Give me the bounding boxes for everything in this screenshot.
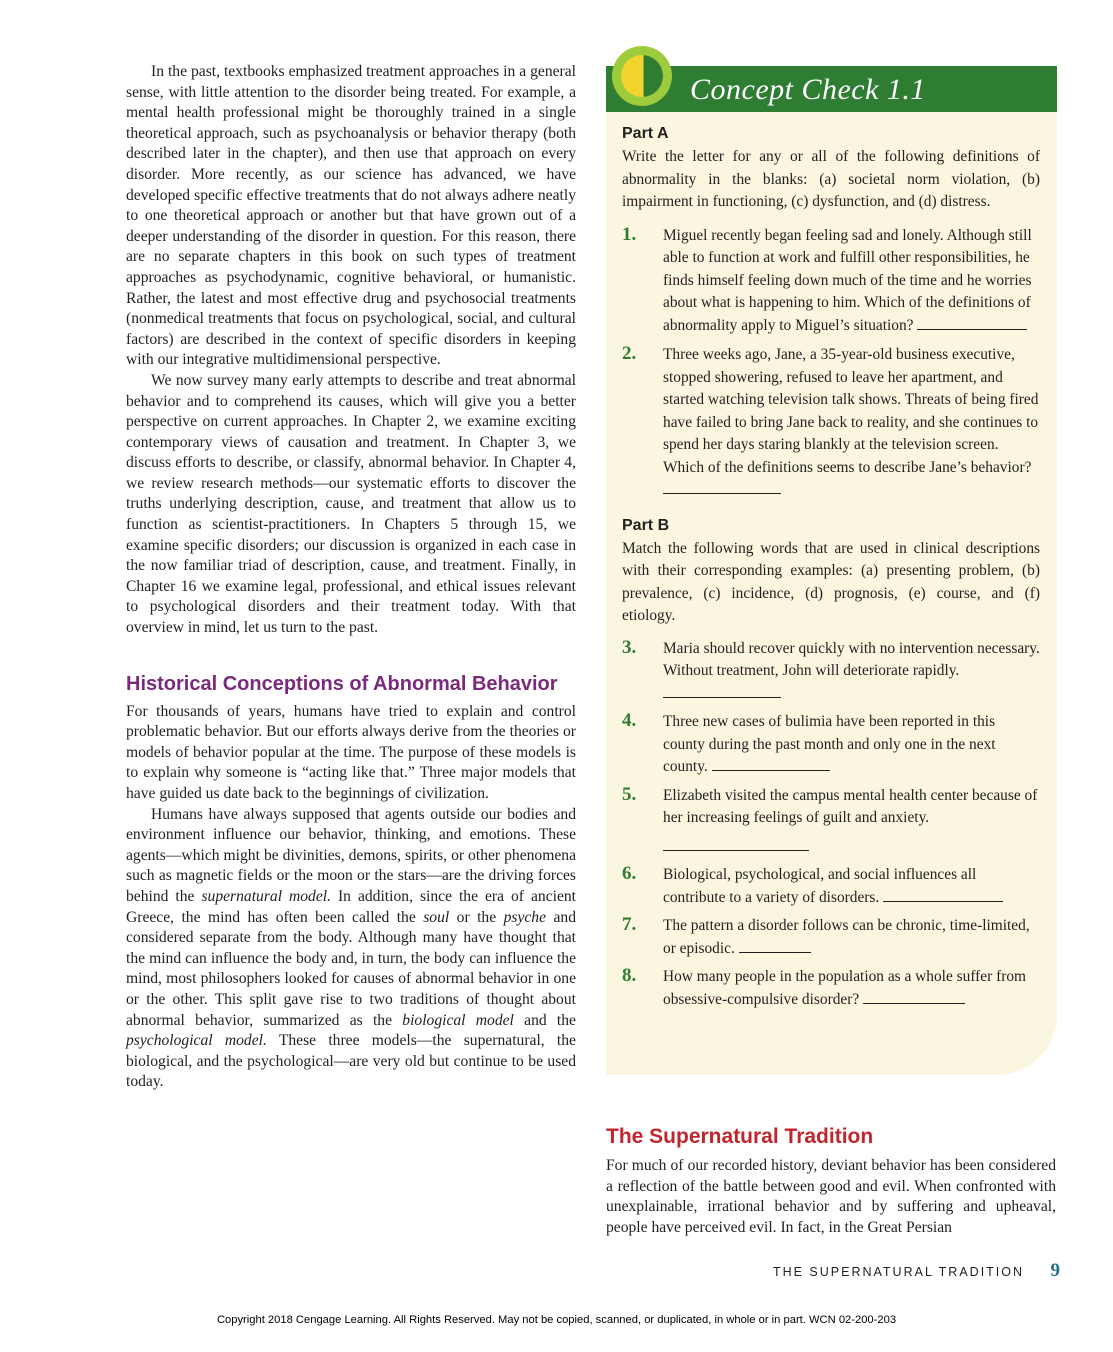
paragraph-supernatural-model: Humans have always supposed that agents outside our bodies and environment influence our behavior, thinking, and emotions. These agents—which might be divinities, demons, spirits, or other phenomena such as magnetic fields or the moon or the stars—are the driving forces behind the supernatural model. In addition, since the era of ancient Greece, the mind has often been called the soul or the psyche and considered separate from the body. Although many have thought that the mind can influence the body and, in turn, the body can influence the mind, most philosophers looked for causes of abnormal behavior in one or the other. This split gave rise to two traditions of thought about abnormal behavior, summarized as the biological model and the psychological model. These three models—the supernatural, the biological, and the psychological—are very old but continue to be used today. [126, 805, 576, 1091]
question-item [622, 711, 1040, 779]
answer-blank[interactable] [739, 938, 811, 953]
question-text: Maria should recover quickly with no intervention necessary. Without treatment, John will deteriorate rapidly. [663, 639, 1040, 679]
question-number: 3. [622, 636, 637, 658]
question-item [622, 225, 1040, 338]
question-text: Three new cases of bulimia have been reported in this county during the past month and only one in the next county. [663, 713, 996, 775]
paragraph-intro: In the past, textbooks emphasized treatment approaches in a general sense, with little attention to the disorder being treated. For example, a mental health professional might be thoroughly trained in a single theoretical approach, such as psychoanalysis or behavior therapy (both described later in the chapter), and then use that approach on every disorder. More recently, as our science has advanced, we have developed specific effective treatments that do not always adhere neatly to one theoretical approach or another but that have grown out of a deeper understanding of the disorder in question. For this reason, there are no separate chapters in this book on such types of treatment approaches as psychodynamic, cognitive behavioral, or humanistic. Rather, the latest and most effective drug and psychosocial treatments (nonmedical treatments that focus on psychological, social, and cultural factors) are described in the context of specific disorders in keeping with our integrative multidimensional perspective. [126, 63, 576, 369]
question-number: 7. [622, 914, 637, 935]
running-head-title: THE SUPERNATURAL TRADITION [772, 1265, 1025, 1279]
question-item [622, 915, 1040, 960]
answer-blank[interactable] [663, 836, 809, 851]
question-number: 8. [622, 965, 637, 986]
paragraph-supernatural: For much of our recorded history, deviant behavior has been considered a reflection of the battle between good and evil. When confronted with unexplainable, irrational behavior and by suffering and upheaval, people have perceived evil. In fact, in the Great Persian [606, 1157, 1056, 1236]
half-circle-logo-icon [611, 45, 673, 107]
answer-blank[interactable] [712, 756, 830, 771]
question-number: 6. [622, 863, 637, 884]
concept-check-content [622, 124, 1040, 1011]
question-item [622, 966, 1040, 1011]
question-item [622, 638, 1040, 706]
question-text: The pattern a disorder follows can be chronic, time-limited, or episodic. [663, 917, 1030, 957]
left-column [126, 62, 576, 1093]
question-text: Three weeks ago, Jane, a 35-year-old business executive, stopped showering, refused to leave her apartment, and started watching television talk shows. Threats of being fired have failed to bring Jane back to reality, and she continues to spend her days staring blankly at the television screen. Which of the definitions seems to describe Jane’s behavior? [663, 346, 1039, 476]
question-item [622, 785, 1040, 859]
section-heading-historical: Historical Conceptions of Abnormal Behavior [126, 672, 558, 695]
concept-check-title: Concept Check 1.1 [690, 73, 926, 106]
question-number: 1. [622, 223, 637, 245]
answer-blank[interactable] [917, 315, 1027, 330]
question-text: Biological, psychological, and social influences all contribute to a variety of disorders. [663, 866, 977, 906]
paragraph-survey: We now survey many early attempts to describe and treat abnormal behavior and to comprehend its causes, which will give you a better perspective on current approaches. In Chapter 2, we examine exciting contemporary views of causation and treatment. In Chapter 3, we discuss efforts to describe, or classify, abnormal behavior. In Chapter 4, we review research methods—our systematic efforts to discover the truths underlying description, cause, and treatment that allow us to function as scientist-practitioners. In Chapters 5 through 15, we examine specific disorders; our discussion is organized in each case in the now familiar triad of description, cause, and treatment. Finally, in Chapter 16 we examine legal, professional, and ethical issues relevant to psychological disorders and their treatment today. With that overview in mind, let us turn to the past. [126, 371, 576, 637]
answer-blank[interactable] [663, 479, 781, 494]
question-number: 2. [622, 343, 637, 364]
part-a-instructions: Write the letter for any or all of the following definitions of abnormality in the blanks: (a) societal norm violation, (b) impairment in functioning, (c) dysfunction, and (d) distress. [622, 148, 1040, 210]
section-heading-supernatural: The Supernatural Tradition [606, 1125, 874, 1148]
question-text: How many people in the population as a whole suffer from obsessive-compulsive disorder? [663, 968, 1027, 1008]
page-number: 9 [1050, 1260, 1060, 1281]
question-text: Elizabeth visited the campus mental health center because of her increasing feelings of guilt and anxiety. [663, 786, 1038, 826]
question-number: 5. [622, 783, 637, 805]
part-a-label: Part A [622, 125, 669, 142]
answer-blank[interactable] [663, 683, 781, 698]
question-text: Miguel recently began feeling sad and lonely. Although still able to function at work and fulfill other responsibilities, he finds himself feeling down much of the time and he worries about what is happening to him. Which of the definitions of abnormality apply to Miguel’s situation? [663, 226, 1032, 334]
question-item [622, 344, 1040, 502]
copyright-notice: Copyright 2018 Cengage Learning. All Rights Reserved. May not be copied, scanned, or duplicated, in whole or in part. WCN 02-200-203 [216, 1314, 897, 1326]
answer-blank[interactable] [863, 989, 965, 1004]
running-head [760, 1260, 1060, 1282]
question-item [622, 864, 1040, 909]
paragraph-models: For thousands of years, humans have tried to explain and control problematic behavior. But our efforts always derive from the theories or models of behavior popular at the time. The purpose of these models is to explain why someone is “acting like that.” Three major models that have guided us date back to the beginnings of civilization. [126, 702, 576, 802]
part-b-label: Part B [622, 516, 670, 534]
part-b-instructions: Match the following words that are used in clinical descriptions with their corresponding examples: (a) presenting problem, (b) prevalence, (c) incidence, (d) prognosis, (e) course, and (f) etiology. [622, 539, 1040, 624]
question-number: 4. [622, 710, 637, 731]
answer-blank[interactable] [883, 887, 1003, 902]
